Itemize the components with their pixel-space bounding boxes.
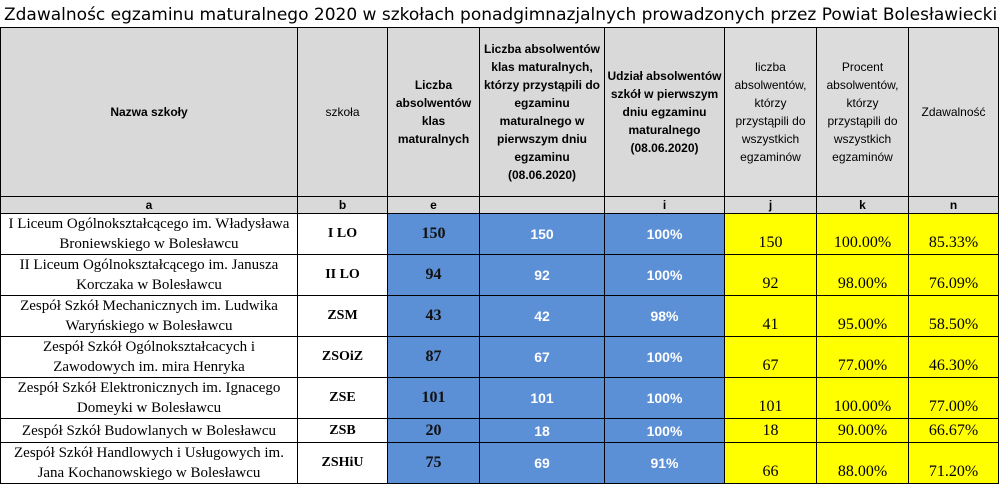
table-row [1, 337, 999, 378]
page-title: Zdawalnośc egzaminu maturalnego 2020 w szkołach ponadgimnazjalnych prowadzonych przez Powiat Bolesławiecki [4, 5, 998, 25]
share-first-day: 100% [605, 255, 725, 296]
percent-all-exams: 100.00% [817, 214, 909, 255]
header-school-name: Nazwa szkoły [1, 28, 298, 197]
pass-rate: 76.09% [909, 255, 999, 296]
school-code: ZSHiU [298, 443, 388, 484]
share-first-day: 98% [605, 296, 725, 337]
school-code: ZSE [298, 378, 388, 419]
results-table [0, 27, 999, 484]
graduates-all-exams: 66 [725, 443, 817, 484]
percent-all-exams: 90.00% [817, 419, 909, 443]
graduates-all-exams: 67 [725, 337, 817, 378]
graduates-first-day: 67 [480, 337, 605, 378]
graduates-first-day: 42 [480, 296, 605, 337]
graduates-all-exams: 101 [725, 378, 817, 419]
graduates-all-exams: 18 [725, 419, 817, 443]
graduates-first-day: 69 [480, 443, 605, 484]
pass-rate: 46.30% [909, 337, 999, 378]
percent-all-exams: 88.00% [817, 443, 909, 484]
graduates-count: 87 [388, 337, 480, 378]
pass-rate: 58.50% [909, 296, 999, 337]
header-share-first-day: Udział absolwentów szkół w pierwszym dniu egzaminu maturalnego (08.06.2020) [605, 28, 725, 197]
pass-rate: 77.00% [909, 378, 999, 419]
percent-all-exams: 77.00% [817, 337, 909, 378]
column-letter: i [605, 197, 725, 214]
graduates-first-day: 92 [480, 255, 605, 296]
pass-rate: 66.67% [909, 419, 999, 443]
school-code: ZSB [298, 419, 388, 443]
graduates-count: 75 [388, 443, 480, 484]
school-name: Zespół Szkół Handlowych i Usługowych im. Jana Kochanowskiego w Bolesławcu [1, 443, 298, 484]
column-letters-row [1, 197, 999, 214]
school-code: ZSOiZ [298, 337, 388, 378]
header-graduates: Liczba absolwentów klas maturalnych [388, 28, 480, 197]
graduates-first-day: 18 [480, 419, 605, 443]
school-code: II LO [298, 255, 388, 296]
graduates-first-day: 150 [480, 214, 605, 255]
header-row [1, 28, 999, 197]
share-first-day: 91% [605, 443, 725, 484]
graduates-count: 20 [388, 419, 480, 443]
graduates-first-day: 101 [480, 378, 605, 419]
share-first-day: 100% [605, 378, 725, 419]
table-row [1, 214, 999, 255]
column-letter: a [1, 197, 298, 214]
column-letter [480, 197, 605, 214]
table-row [1, 443, 999, 484]
pass-rate: 85.33% [909, 214, 999, 255]
graduates-all-exams: 150 [725, 214, 817, 255]
column-letter: b [298, 197, 388, 214]
percent-all-exams: 98.00% [817, 255, 909, 296]
school-name: Zespół Szkół Budowlanych w Bolesławcu [1, 419, 298, 443]
share-first-day: 100% [605, 337, 725, 378]
school-name: II Liceum Ogólnokształcącego im. Janusza Korczaka w Bolesławcu [1, 255, 298, 296]
column-letter: k [817, 197, 909, 214]
school-name: Zespół Szkół Mechanicznych im. Ludwika Waryńskiego w Bolesławcu [1, 296, 298, 337]
header-graduates-all-exams: liczba absolwentów, którzy przystąpili do wszystkich egzaminów [725, 28, 817, 197]
graduates-count: 150 [388, 214, 480, 255]
graduates-count: 43 [388, 296, 480, 337]
share-first-day: 100% [605, 214, 725, 255]
school-code: ZSM [298, 296, 388, 337]
column-letter: j [725, 197, 817, 214]
graduates-count: 94 [388, 255, 480, 296]
school-name: Zespół Szkół Elektronicznych im. Ignacego Domeyki w Bolesławcu [1, 378, 298, 419]
table-row [1, 255, 999, 296]
table-row [1, 378, 999, 419]
table-row [1, 419, 999, 443]
share-first-day: 100% [605, 419, 725, 443]
school-name: Zespół Szkół Ogólnokształcacych i Zawodowych im. mira Henryka [1, 337, 298, 378]
graduates-all-exams: 92 [725, 255, 817, 296]
header-graduates-first-day: Liczba absolwentów klas maturalnych, którzy przystąpili do egzaminu maturalnego w pierwszym dniu egzaminu (08.06.2020) [480, 28, 605, 197]
percent-all-exams: 100.00% [817, 378, 909, 419]
table-row [1, 296, 999, 337]
column-letter: n [909, 197, 999, 214]
graduates-all-exams: 41 [725, 296, 817, 337]
graduates-count: 101 [388, 378, 480, 419]
percent-all-exams: 95.00% [817, 296, 909, 337]
school-code: I LO [298, 214, 388, 255]
pass-rate: 71.20% [909, 443, 999, 484]
header-school: szkoła [298, 28, 388, 197]
header-pass-rate: Zdawalność [909, 28, 999, 197]
school-name: I Liceum Ogólnokształcącego im. Władysława Broniewskiego w Bolesławcu [1, 214, 298, 255]
column-letter: e [388, 197, 480, 214]
header-percent-all-exams: Procent absolwentów, którzy przystąpili do wszystkich egzaminów [817, 28, 909, 197]
